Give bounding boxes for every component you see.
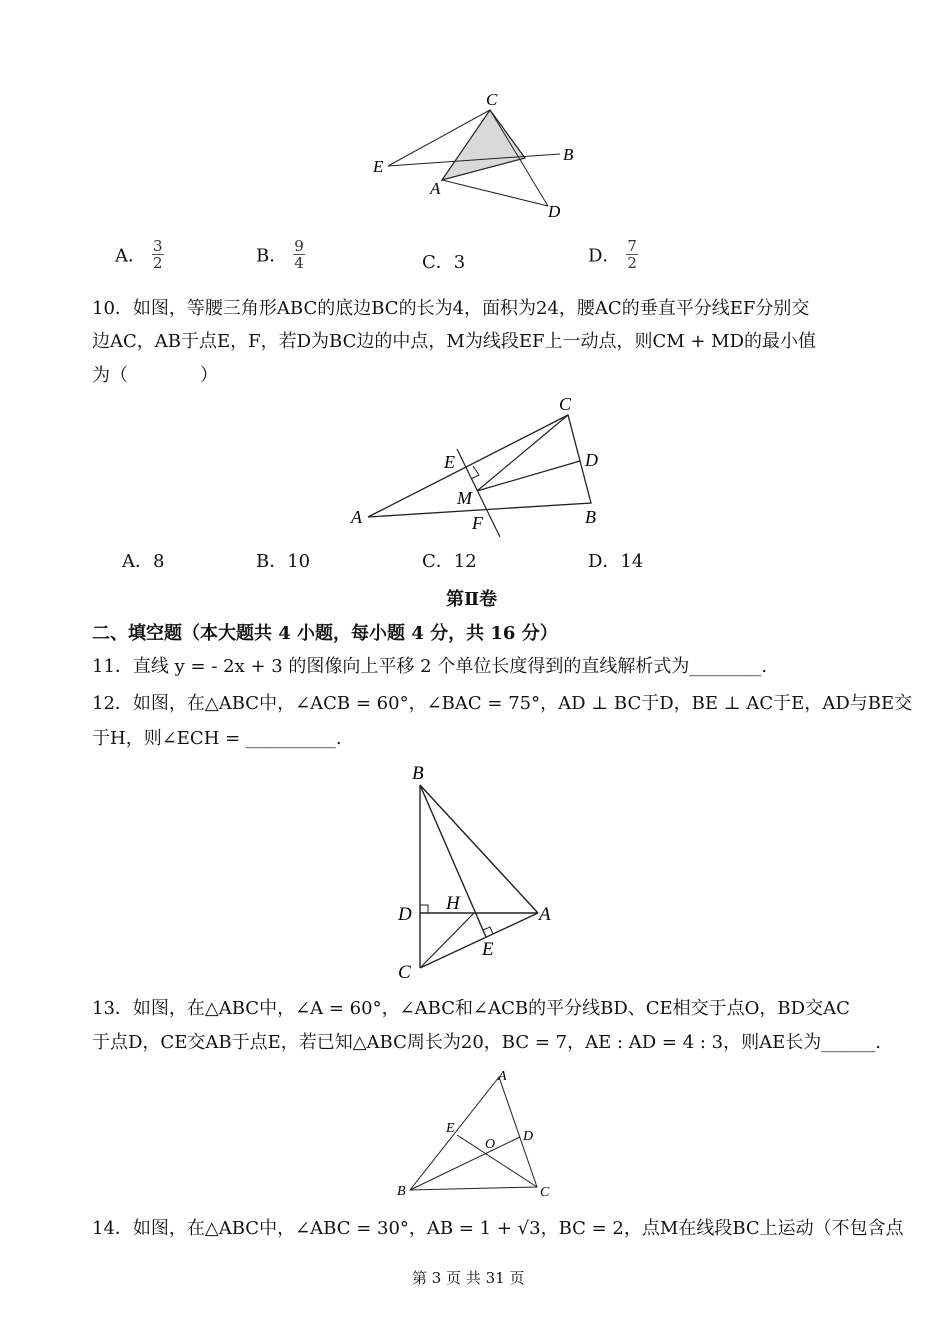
fraction: $\frac{3}{2}$ <box>152 237 163 272</box>
figure-q13 <box>392 1063 562 1203</box>
option-letter: A． <box>115 245 146 267</box>
label-B: B <box>397 1184 406 1199</box>
segment-AD <box>442 180 548 206</box>
fraction: $\frac{9}{4}$ <box>294 237 304 272</box>
figure-q12 <box>390 760 565 985</box>
q12-line1: 12．如图，在△ABC中，∠ACB = 60°，∠BAC = 75°，AD ⊥ BC于D，BE ⊥ AC于E，AD与BE交 <box>92 693 913 714</box>
q10-line3: 为（ ） <box>92 365 218 386</box>
label-A: A <box>498 1069 507 1084</box>
label-C: C <box>540 1185 550 1200</box>
q10-option-d: D．14 <box>588 551 644 572</box>
q9-option-b <box>256 238 305 271</box>
segment-MD <box>477 461 580 491</box>
option-letter: D． <box>588 245 621 267</box>
fraction: $\frac{7}{2}$ <box>627 237 637 272</box>
label-C: C <box>559 394 572 414</box>
label-B: B <box>412 763 424 784</box>
segment-CH <box>420 913 474 968</box>
label-B: B <box>585 507 596 527</box>
label-D: D <box>398 904 412 925</box>
label-E: E <box>444 452 455 472</box>
section-title: 第Ⅱ卷 <box>446 589 498 610</box>
option-letter: B． <box>256 245 288 267</box>
label-A: A <box>539 904 551 925</box>
q10-line1: 10．如图，等腰三角形ABC的底边BC的长为4，面积为24，腰AC的垂直平分线EF分别交 <box>92 298 810 319</box>
label-D: D <box>585 450 598 470</box>
q12-line2: 于H，则∠ECH = __________. <box>92 728 342 749</box>
q9-option-a <box>115 238 164 271</box>
option-letter: C． <box>422 252 454 273</box>
label-E: E <box>482 939 494 960</box>
label-A: A <box>430 179 441 198</box>
option-value: 3 <box>453 252 466 273</box>
q10-option-b: B．10 <box>256 551 311 572</box>
q10-option-a: A．8 <box>122 551 165 572</box>
label-D: D <box>548 202 561 221</box>
right-angle-mark-E <box>471 466 479 479</box>
label-C: C <box>398 962 411 983</box>
segment-CM <box>477 415 568 491</box>
label-D: D <box>523 1129 534 1144</box>
q13-line1: 13．如图，在△ABC中，∠A = 60°，∠ABC和∠ACB的平分线BD、CE相交于点O，BD交AC <box>92 998 850 1019</box>
q9-option-d <box>588 238 638 271</box>
q13-line2: 于点D，CE交AB于点E，若已知△ABC周长为20，BC = 7，AE : AD = 4 : 3，则AE长为______. <box>92 1032 881 1053</box>
label-E: E <box>373 157 384 176</box>
figure-q9 <box>360 88 590 223</box>
label-H: H <box>446 893 460 914</box>
segment-BE <box>420 785 486 937</box>
label-F: F <box>472 513 483 533</box>
q10-line2: 边AC，AB于点E，F，若D为BC边的中点，M为线段EF上一动点，则CM + MD的最小值 <box>92 331 817 352</box>
label-M: M <box>457 488 472 508</box>
label-C: C <box>486 90 498 109</box>
triangle-ABC <box>368 415 591 517</box>
shaded-triangle <box>442 110 525 180</box>
q9-option-c <box>422 248 465 274</box>
q11-text: 11．直线 y = - 2x + 3 的图像向上平移 2 个单位长度得到的直线解析式为________. <box>92 656 768 677</box>
label-B: B <box>563 145 574 164</box>
label-O: O <box>485 1137 496 1152</box>
bisector-BD <box>410 1137 520 1190</box>
segment-BA <box>420 785 538 913</box>
label-E: E <box>446 1121 455 1136</box>
page-footer: 第 3 页 共 31 页 <box>412 1269 525 1287</box>
right-angle-mark-D <box>420 905 428 913</box>
section-heading: 二、填空题（本大题共 4 小题，每小题 4 分，共 16 分） <box>92 623 558 644</box>
figure-q10 <box>345 393 615 538</box>
triangle-ABC <box>410 1077 537 1190</box>
label-A: A <box>351 507 362 527</box>
q10-option-c: C．12 <box>422 551 477 572</box>
q14-line1: 14．如图，在△ABC中，∠ABC = 30°，AB = 1 + √3，BC = 2，点M在线段BC上运动（不包含点 <box>92 1218 904 1239</box>
